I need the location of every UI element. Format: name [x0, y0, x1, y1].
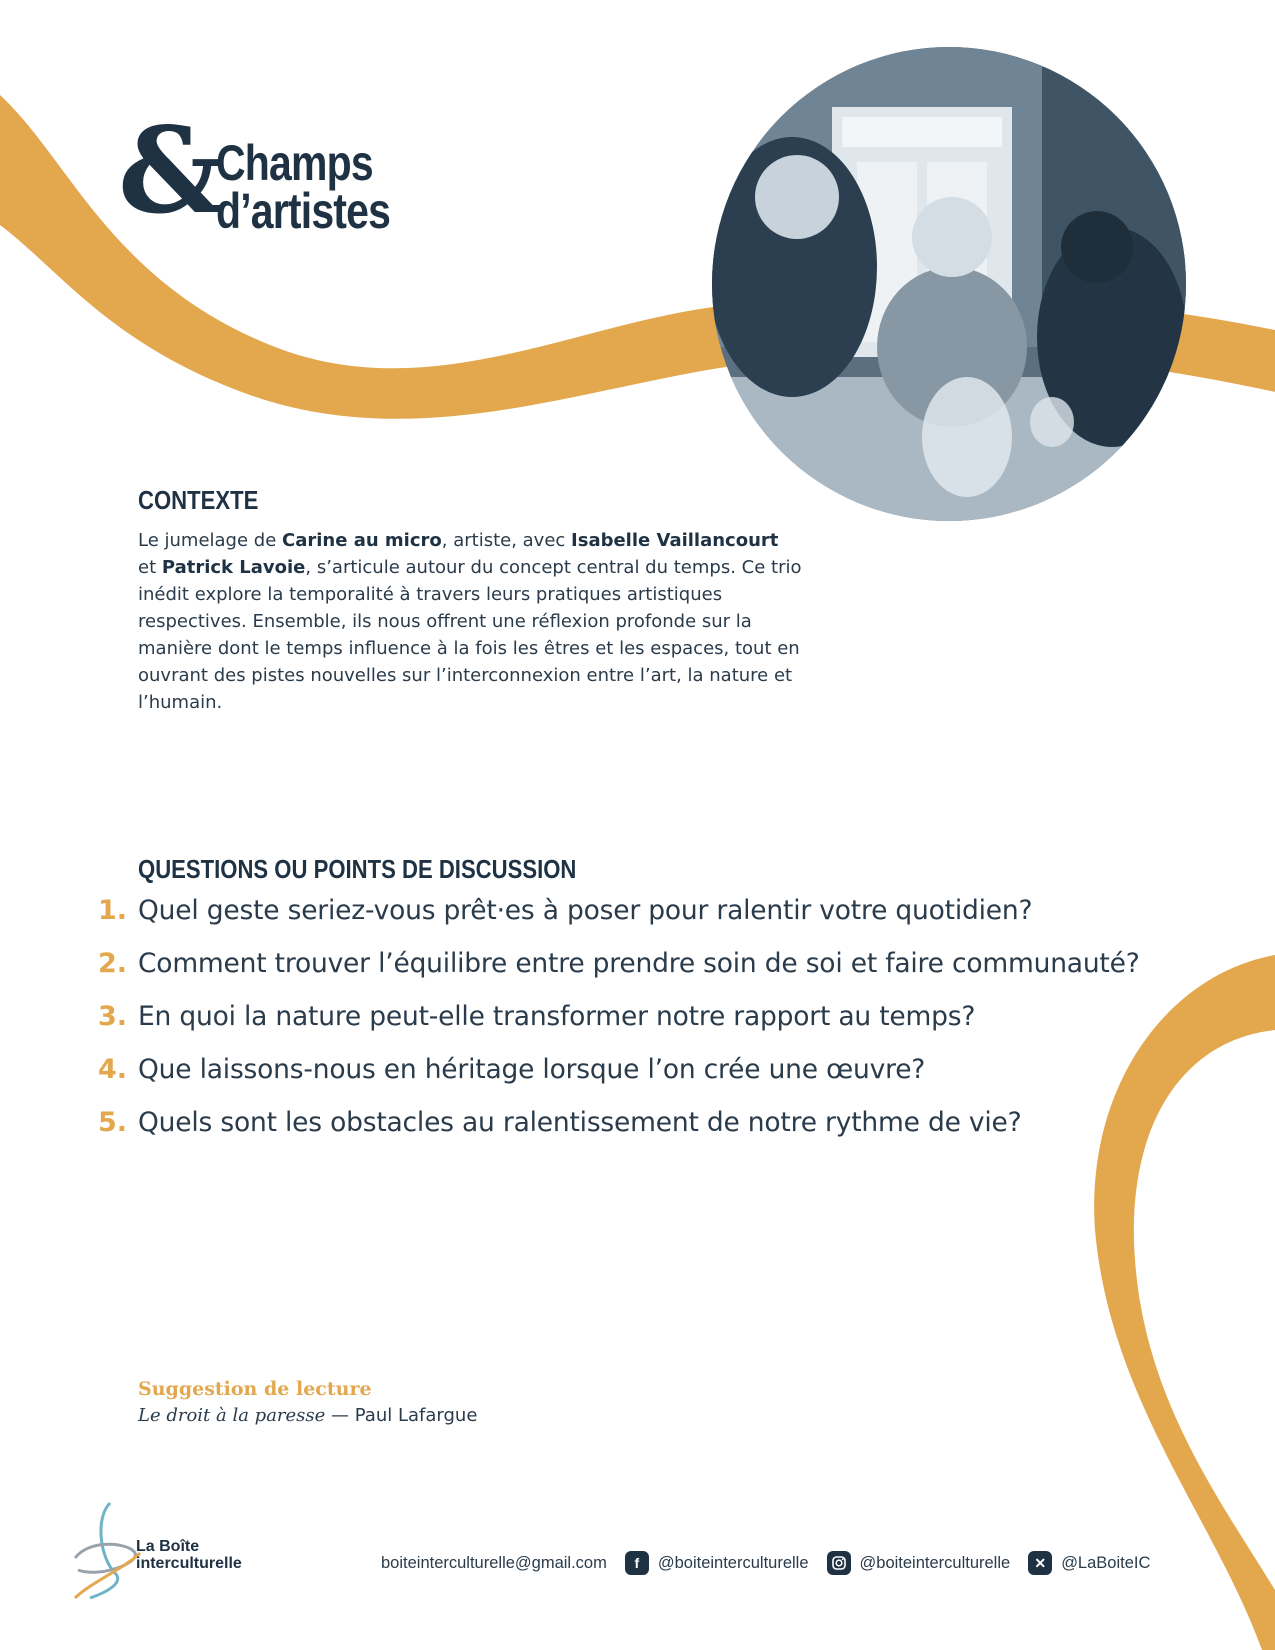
logo-line-1: Champs	[216, 135, 373, 191]
email-link[interactable]	[381, 1554, 607, 1573]
contexte-text-3: et	[138, 557, 162, 578]
ampersand-logo-icon: &	[118, 101, 225, 240]
facebook-link[interactable]	[625, 1551, 809, 1575]
footer-org-line-1: La Boîte	[136, 1538, 200, 1555]
contexte-heading: CONTEXTE	[138, 485, 259, 515]
artist-name-2: Isabelle Vaillancourt	[571, 530, 779, 551]
facebook-handle: @boiteinterculturelle	[657, 1553, 809, 1572]
contexte-text-2: , artiste, avec	[441, 530, 572, 551]
boite-interculturelle-logo	[70, 1498, 270, 1603]
footer-contacts	[381, 1551, 1168, 1575]
question-number: 2.	[98, 948, 128, 979]
question-number: 1.	[98, 895, 128, 926]
question-text: Quel geste seriez-vous prêt·es à poser pour ralentir votre quotidien?	[138, 895, 1033, 926]
instagram-handle: @boiteinterculturelle	[859, 1553, 1011, 1572]
question-text: Quels sont les obstacles au ralentissement de notre rythme de vie?	[138, 1107, 1022, 1138]
reading-separator: —	[325, 1405, 355, 1426]
instagram-link[interactable]	[827, 1551, 1011, 1575]
contexte-text-1: Le jumelage de	[138, 530, 282, 551]
reading-suggestion	[138, 1405, 477, 1426]
logo-line-2: d’artistes	[216, 183, 391, 239]
photo-illustration	[712, 47, 1186, 521]
questions-heading: QUESTIONS OU POINTS DE DISCUSSION	[138, 854, 577, 884]
facebook-icon: f	[625, 1551, 649, 1575]
footer-org-line-2: interculturelle	[136, 1555, 242, 1572]
artist-name-1: Carine au micro	[282, 530, 442, 551]
instagram-icon	[827, 1551, 851, 1575]
book-author: Paul Lafargue	[354, 1405, 478, 1426]
artists-photo	[712, 47, 1186, 521]
footer-org-name	[136, 1538, 242, 1572]
book-title: Le droit à la paresse	[138, 1405, 326, 1426]
question-text: Que laissons-nous en héritage lorsque l’on crée une œuvre?	[138, 1054, 926, 1085]
question-item	[98, 1054, 1198, 1107]
reading-suggestion-label: Suggestion de lecture	[138, 1378, 372, 1400]
contexte-text-4: , s’articule autour du concept central du temps. Ce trio inédit explore la temporalité à travers leurs pratiques artistiques respectives. Ensemble, ils nous offrent une réflexion profonde sur la manière dont le temps influence à la fois les êtres et les espaces, tout en ouvrant des pistes nouvelles sur l’interconnexion entre l’art, la nature et l’humain.	[138, 557, 802, 713]
champs-dartistes-logo	[118, 101, 418, 250]
question-item	[98, 1001, 1198, 1054]
question-number: 3.	[98, 1001, 128, 1032]
questions-list	[98, 895, 1198, 1160]
question-number: 4.	[98, 1054, 128, 1085]
question-text: Comment trouver l’équilibre entre prendre soin de soi et faire communauté?	[138, 948, 1140, 979]
question-number: 5.	[98, 1107, 128, 1138]
x-icon: ✕	[1028, 1551, 1052, 1575]
artist-name-3: Patrick Lavoie	[161, 557, 306, 578]
question-item	[98, 948, 1198, 1001]
question-item	[98, 1107, 1198, 1160]
question-text: En quoi la nature peut-elle transformer notre rapport au temps?	[138, 1001, 976, 1032]
question-item	[98, 895, 1198, 948]
x-link[interactable]	[1028, 1551, 1150, 1575]
x-handle: @LaBoiteIC	[1061, 1553, 1151, 1572]
email-text: boiteinterculturelle@gmail.com	[381, 1553, 607, 1572]
contexte-paragraph	[138, 527, 803, 716]
